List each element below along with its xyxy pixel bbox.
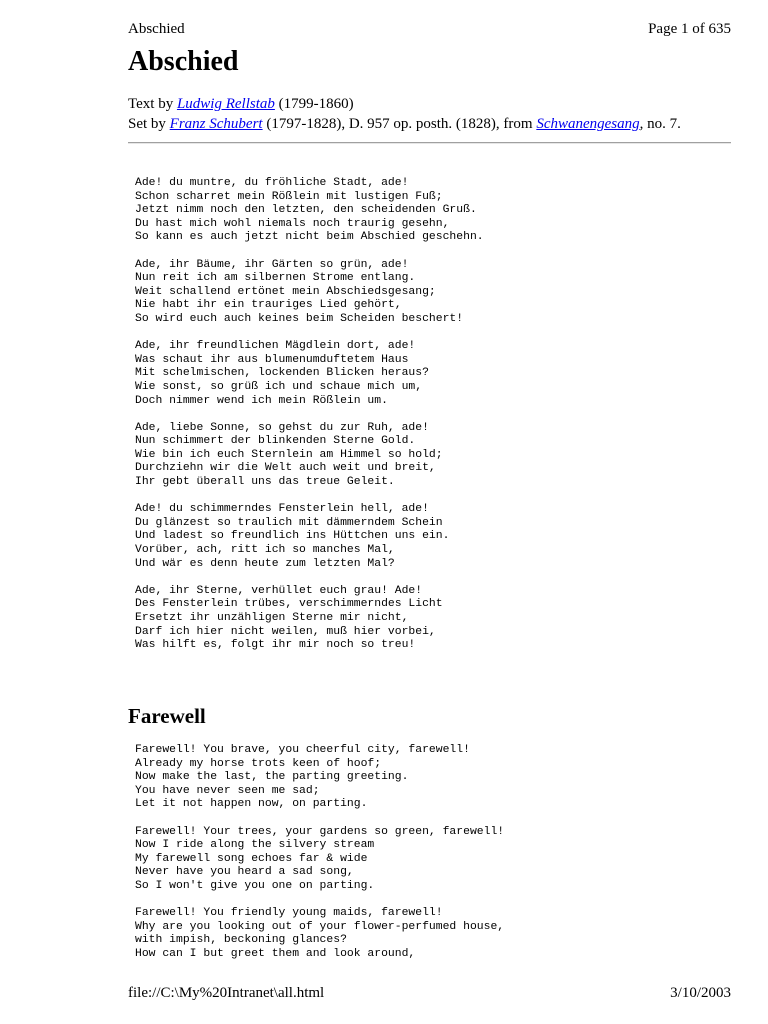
english-stanza-2: Farewell! Your trees, your gardens so green, farewell! Now I ride along the silvery stream My farewell song echoes far & wide Never have you heard a sad song, So I won't give you one on parting. xyxy=(135,825,505,892)
english-stanza-3: Farewell! You friendly young maids, farewell! Why are you looking out of your flower-perfumed house, with impish, beckoning glances? How can I but greet them and look around, xyxy=(135,907,505,960)
german-stanza-1: Ade! du muntre, du fröhliche Stadt, ade! Schon scharret mein Rößlein mit lustigen Fuß; Jetzt nimm noch den letzten, den scheidenden Gruß. Du hast mich wohl niemals noch traurig gesehn, So kann es auch jetzt nicht beim Abschied geschehn. xyxy=(135,177,484,244)
poet-link[interactable]: Ludwig Rellstab xyxy=(176,96,275,112)
german-stanza-5: Ade! du schimmerndes Fensterlein hell, ade! Du glänzest so traulich mit dämmerndem Schein Und ladest so freundlich ins Hüttchen uns ein. Vorüber, ach, ritt ich so manches Mal, Und wär es denn heute zum letzten Mal? xyxy=(135,503,450,570)
set-credit-prefix: Set by xyxy=(128,116,170,132)
translation-title: Farewell xyxy=(128,704,206,728)
footer-file-path: file://C:\My%20Intranet\all.html xyxy=(128,985,325,1001)
horizontal-divider xyxy=(128,142,731,144)
german-stanza-2: Ade, ihr Bäume, ihr Gärten so grün, ade! Nun reit ich am silbernen Strome entlang. Weit schallend ertönet mein Abschiedsgesang; Nie habt ihr ein trauriges Lied gehört, So wird euch auch keines beim Scheiden beschert! xyxy=(135,258,464,325)
english-stanza-1: Farewell! You brave, you cheerful city, farewell! Already my horse trots keen of hoof; Now make the last, the parting greeting. You have never seen me sad; Let it not happen now, on parting. xyxy=(135,744,470,811)
text-credit-line xyxy=(128,94,681,114)
german-stanza-6: Ade, ihr Sterne, verhüllet euch grau! Ade! Des Fensterlein trübes, verschimmerndes Licht Ersetzt ihr unzähligen Sterne mir nicht, Darf ich hier nicht weilen, muß hier vorbei, Was hilft es, folgt ihr mir noch so treu! xyxy=(135,584,443,652)
credits xyxy=(128,94,681,134)
page-header-title: Abschied xyxy=(128,21,185,37)
english-poem xyxy=(135,744,504,975)
set-credit-line xyxy=(128,114,681,134)
composer-link[interactable]: Franz Schubert xyxy=(169,116,263,132)
german-poem xyxy=(135,177,484,666)
poet-dates: (1799-1860) xyxy=(274,96,354,112)
collection-suffix: , no. 7. xyxy=(639,116,681,132)
page-number: Page 1 of 635 xyxy=(648,21,731,37)
german-stanza-3: Ade, ihr freundlichen Mägdlein dort, ade! Was schaut ihr aus blumenumduftetem Haus Mit schelmischen, lockenden Blicken heraus? Wie sonst, so grüß ich und schaue mich um, Doch nimmer wend ich mein Rößlein um. xyxy=(135,340,429,407)
collection-link[interactable]: Schwanengesang xyxy=(536,116,640,132)
song-title: Abschied xyxy=(128,46,239,77)
text-credit-prefix: Text by xyxy=(128,96,177,112)
footer-date: 3/10/2003 xyxy=(670,985,731,1001)
german-stanza-4: Ade, liebe Sonne, so gehst du zur Ruh, ade! Nun schimmert der blinkenden Sterne Gold. Wie bin ich euch Sternlein am Himmel so hold; Durchziehn wir die Welt auch weit und breit, Ihr gebt überall uns das treue Geleit. xyxy=(135,421,443,489)
composer-info: (1797-1828), D. 957 op. posth. (1828), from xyxy=(262,116,537,132)
